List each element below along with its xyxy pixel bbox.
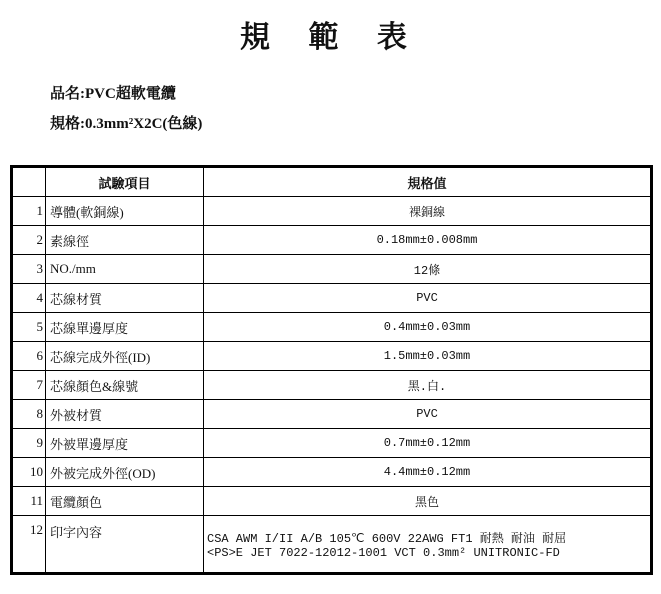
row-value: 裸銅線 (204, 197, 652, 226)
table-row (12, 342, 652, 371)
row-item: 芯線材質 (46, 284, 204, 313)
table-row (12, 429, 652, 458)
row-item: 電纜顏色 (46, 487, 204, 516)
product-spec: 規格:0.3mm²X2C(色線) (50, 116, 203, 132)
table-row (12, 226, 652, 255)
table-row (12, 487, 652, 516)
spec-table (10, 165, 653, 575)
row-item: 外被單邊厚度 (46, 429, 204, 458)
table-row (12, 516, 652, 574)
row-number: 3 (12, 255, 46, 284)
row-number: 7 (12, 371, 46, 400)
row-value: 0.7mm±0.12mm (204, 429, 652, 458)
row-number: 10 (12, 458, 46, 487)
row-value: 12條 (204, 255, 652, 284)
row-item: 外被材質 (46, 400, 204, 429)
table-row (12, 284, 652, 313)
product-name: 品名:PVC超軟電纜 (50, 86, 176, 102)
row-value: 0.4mm±0.03mm (204, 313, 652, 342)
row-item: 導體(軟銅線) (46, 197, 204, 226)
print-content-line-1: CSA AWM I/II A/B 105℃ 600V 22AWG FT1 耐熱 耐油 耐屈 (207, 531, 567, 546)
row-value (204, 516, 652, 574)
header-no (12, 167, 46, 197)
table-row (12, 400, 652, 429)
table-row (12, 371, 652, 400)
row-number: 9 (12, 429, 46, 458)
row-value: 1.5mm±0.03mm (204, 342, 652, 371)
row-item: 芯線完成外徑(ID) (46, 342, 204, 371)
table-row (12, 458, 652, 487)
table-row (12, 255, 652, 284)
row-value: PVC (204, 400, 652, 429)
row-number: 4 (12, 284, 46, 313)
row-value: 黑.白. (204, 371, 652, 400)
row-number: 11 (12, 487, 46, 516)
row-item: 芯線顏色&線號 (46, 371, 204, 400)
row-number: 8 (12, 400, 46, 429)
document-title: 規 範 表 (240, 20, 421, 55)
row-item: 素線徑 (46, 226, 204, 255)
row-value: 黑色 (204, 487, 652, 516)
row-item: 印字內容 (46, 516, 204, 574)
row-item: 芯線單邊厚度 (46, 313, 204, 342)
row-number: 6 (12, 342, 46, 371)
row-number: 12 (12, 516, 46, 574)
row-item: 外被完成外徑(OD) (46, 458, 204, 487)
row-value: PVC (204, 284, 652, 313)
row-item: NO./mm (46, 255, 204, 284)
table-row (12, 313, 652, 342)
row-number: 5 (12, 313, 46, 342)
row-number: 1 (12, 197, 46, 226)
header-item: 試驗項目 (46, 167, 204, 197)
print-content-line-2: <PS>E JET 7022-12012-1001 VCT 0.3mm² UNITRONIC-FD (207, 545, 560, 560)
table-header-row (12, 167, 652, 197)
row-number: 2 (12, 226, 46, 255)
header-value: 規格值 (204, 167, 652, 197)
row-value: 4.4mm±0.12mm (204, 458, 652, 487)
row-value: 0.18mm±0.008mm (204, 226, 652, 255)
table-row (12, 197, 652, 226)
